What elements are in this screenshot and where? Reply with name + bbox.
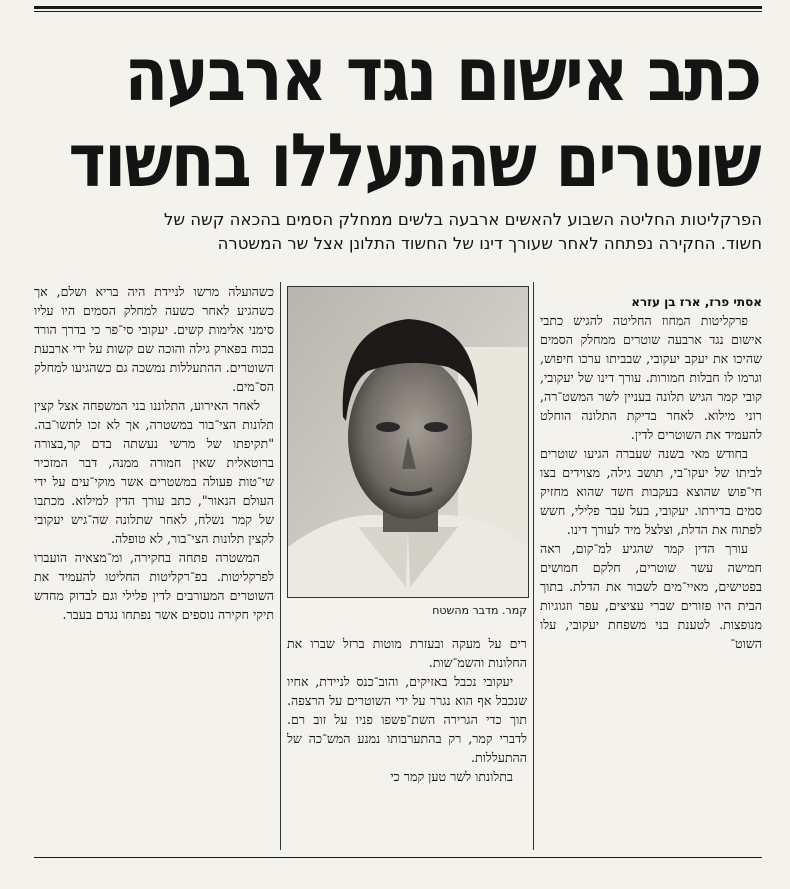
- photo-caption: קמר. מדבר מהשטח: [432, 604, 527, 617]
- paragraph: בחודש מאי בשנה שעברה הגיעו שוטרים לביתו של יעקו־בי, תושב גילה, מצוידים בצו חי־פוש שהוצא בעקבות חשד שהוא מחזיק סמים בדירתו. יעקובי, בעל עבר פלילי, חשש לפתוח את הדלת, וצלצל מיד לעורך דינו.: [540, 446, 762, 537]
- column-divider: [533, 282, 534, 850]
- column-divider: [280, 282, 281, 850]
- top-rule: [34, 6, 762, 9]
- paragraph: כשהועלה מרשו לניידת היה בריא ושלם, אך כשהגיע לאחר כשעה למחלק הסמים היו עליו סימני אלימות קשים. יעקובי סי־פר כי בדרך הורד בכוח בפארק גילה והוכה שם קשות על ידי ארבעת השוטרים. ההתעללות נמשכה גם כשהגיעו למחלק הס־מים.: [34, 284, 274, 394]
- paragraph: יעקובי נכבל באזיקים, והוב־כנס לניידת, אחיו שנכבל אף הוא נגרר על ידי השוטרים על הרצפה. תוך כדי הגרירה השת־פשפו פניו על זוב רם. לדברי קמר, רק בהתערבותו נמנע המש־כה של ההתעללות.: [287, 674, 527, 765]
- paragraph: המשטרה פתחה בחקירה, ומ־מצאיה הועברו לפרקליטות. בפ־רקליטות החליטו להעמיד את השוטרים המעורבים לדין פלילי וגם לבדוק מחדש תיקי חקירה נוספים אשר נפתחו נגדם בעבר.: [34, 550, 274, 622]
- byline: אסתי פרז, ארז בן עזרא: [631, 295, 762, 309]
- paragraph: רים על מעקה ובעזרת מוטות ברזל שברו את החלונות והשמ־שות.: [287, 636, 527, 670]
- subheadline: [36, 208, 762, 256]
- subheadline-line-1: הפרקליטות החליטה השבוע להאשים ארבעה בלשים ממחלק הסמים בהכאה קשה של: [163, 210, 762, 229]
- subheadline-line-2: חשוד. החקירה נפתחה לאחר שעורך דינו של החשוד התלונן אצל שר המשטרה: [217, 234, 762, 253]
- article-column-right: [540, 293, 762, 653]
- paragraph: בתלונתו לשר טען קמר כי: [390, 769, 513, 784]
- headline-line-2: שוטרים שהתעללו בחשוד: [68, 118, 760, 204]
- article-column-left: [34, 282, 274, 624]
- portrait-photo: [287, 286, 529, 598]
- top-rule-thin: [34, 11, 762, 12]
- article-column-middle: [287, 634, 527, 786]
- headline-line-1: כתב אישום נגד ארבעה: [124, 32, 760, 118]
- paragraph: לאחר האירוע, התלוננו בני המשפחה אצל קצין תלונות הצי־בור במשטרה, אך לא זכו לתשו־בה. "תקיפתו של מרשי נעשתה בדם קר,בצורה ברוטאלית שאין חמורה ממנה, דבר המזכיר שי־טות פעולה במשטרים אשר מוקי־עים על ידי העולם הנאור", כתב עורך הדין למילוא. מכתבו של קמר נשלח, לאחר שתלונה שה־גיש יעקובי לקצין תלונות הצי־בור, לא טופלה.: [34, 398, 274, 546]
- paragraph: פרקליטות המחוז החליטה להגיש כתבי אישום נגד ארבעה שוטרים ממחלק הסמים שהיכו את יעקב יעקובי, שבביתו ערכו חיפוש, וגרמו לו חבלות חמורות. עורך דינו של יעקובי, קובי קמר הגיש תלונה בעניין לשר המשט־רה, רוני מילוא. לאחר בדיקת התלונה הוחלט להעמיד את השוטרים לדין.: [540, 313, 762, 442]
- paragraph: עורך הדין קמר שהגיע למ־קום, ראה חמישה עשר שוטרים, חלקם חמושים בפטישים, מאיי־מים לשבור את הדלת. בתוך הבית היו פזורים שברי עציצים, עפר וזגוגיות מנופצות. לטענת בני משפחת יעקובי, עלו השוט־: [540, 541, 762, 651]
- bottom-rule: [34, 857, 762, 858]
